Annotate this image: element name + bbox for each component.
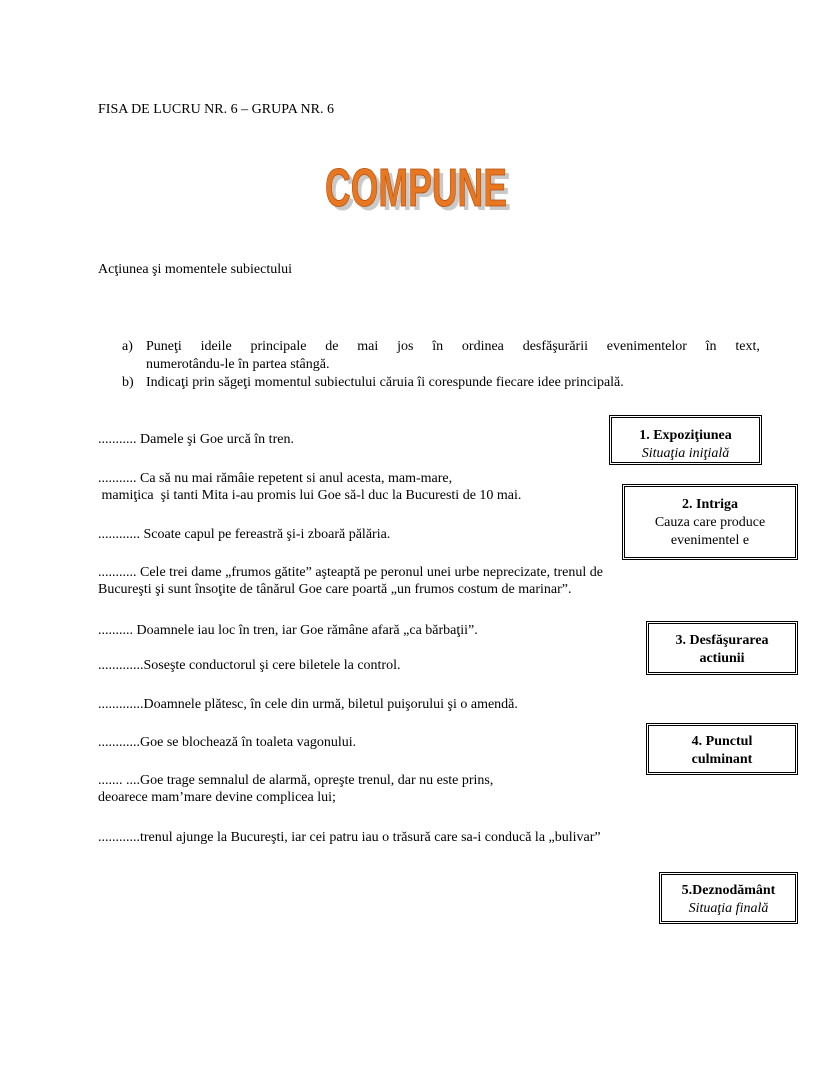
instruction-b <box>122 374 624 392</box>
instruction-a-line1: Puneţi ideile principale de mai jos în ordinea desfăşurării evenimentelor în text, <box>146 339 760 354</box>
moment-box-title-line2: culminant <box>691 752 753 767</box>
section-intro: Acţiunea şi momentele subiectului <box>98 262 293 277</box>
moment-box-expozitiunea <box>609 415 762 465</box>
instruction-a-line2: numerotându-le în partea stângă. <box>146 357 330 372</box>
idea-item-3: ............ Scoate capul pe fereastră şi-i zboară pălăria. <box>98 527 391 542</box>
moment-box-subtitle: Situaţia finală <box>688 901 769 916</box>
idea-item-5: .......... Doamnele iau loc în tren, iar Goe rămâne afară „ca bărbaţii”. <box>98 623 478 638</box>
moment-box-description: Cauza care produce <box>654 515 766 530</box>
instruction-a-label: a) <box>122 339 133 354</box>
moment-box-title: 1. Expoziţiunea <box>639 428 732 443</box>
moment-box-title-line2: actiunii <box>699 651 745 666</box>
moment-box-intriga <box>622 484 798 560</box>
idea-item-6: .............Soseşte conductorul şi cere biletele la control. <box>98 658 401 673</box>
idea-item-7: .............Doamnele plătesc, în cele din urmă, biletul puişorului şi o amendă. <box>98 697 518 712</box>
compune-wordart <box>320 150 515 228</box>
moment-box-desfasurarea <box>646 621 798 675</box>
instruction-b-label: b) <box>122 375 134 390</box>
instruction-a <box>122 338 760 374</box>
idea-item-8: ............Goe se blochează în toaleta vagonului. <box>98 735 357 750</box>
wordart-main: COMPUNE <box>325 158 507 218</box>
moment-box-deznodamant <box>659 872 798 924</box>
moment-box-title: 4. Punctul <box>691 734 753 749</box>
wordart-shadow: COMPUNE <box>329 162 511 222</box>
idea-item-4: ........... Cele trei dame „frumos gătite” aşteaptă pe peronul unei urbe neprecizate, trenul de Bucureşti şi sunt însoţite de tânărul Goe care poartă „un frumos costum de marinar”. <box>98 565 603 597</box>
idea-item-9: ....... ....Goe trage semnalul de alarmă, opreşte trenul, dar nu este prins, deoarece mam’mare devine complicea lui; <box>98 773 494 805</box>
moment-box-subtitle: Situaţia iniţială <box>641 446 730 461</box>
moment-box-title: 2. Intriga <box>682 497 738 512</box>
moment-box-description: evenimentel e <box>670 533 750 548</box>
instruction-b-text: Indicaţi prin săgeţi momentul subiectului căruia îi corespunde fiecare idee principală. <box>146 375 624 390</box>
moment-box-title: 3. Desfăşurarea <box>675 633 769 648</box>
worksheet-header: FISA DE LUCRU NR. 6 – GRUPA NR. 6 <box>98 102 334 117</box>
idea-item-10: ............trenul ajunge la Bucureşti, iar cei patru iau o trăsură care sa-i conducă la „bulivar” <box>98 830 601 845</box>
moment-box-title: 5.Deznodământ <box>681 883 776 898</box>
idea-item-1: ........... Damele şi Goe urcă în tren. <box>98 432 294 447</box>
idea-item-2: ........... Ca să nu mai rămâie repetent si anul acesta, mam-mare, mamiţica şi tanti Mita i-au promis lui Goe să-l duc la Bucuresti de 10 mai. <box>98 471 522 503</box>
moment-box-punctul-culminant <box>646 723 798 775</box>
